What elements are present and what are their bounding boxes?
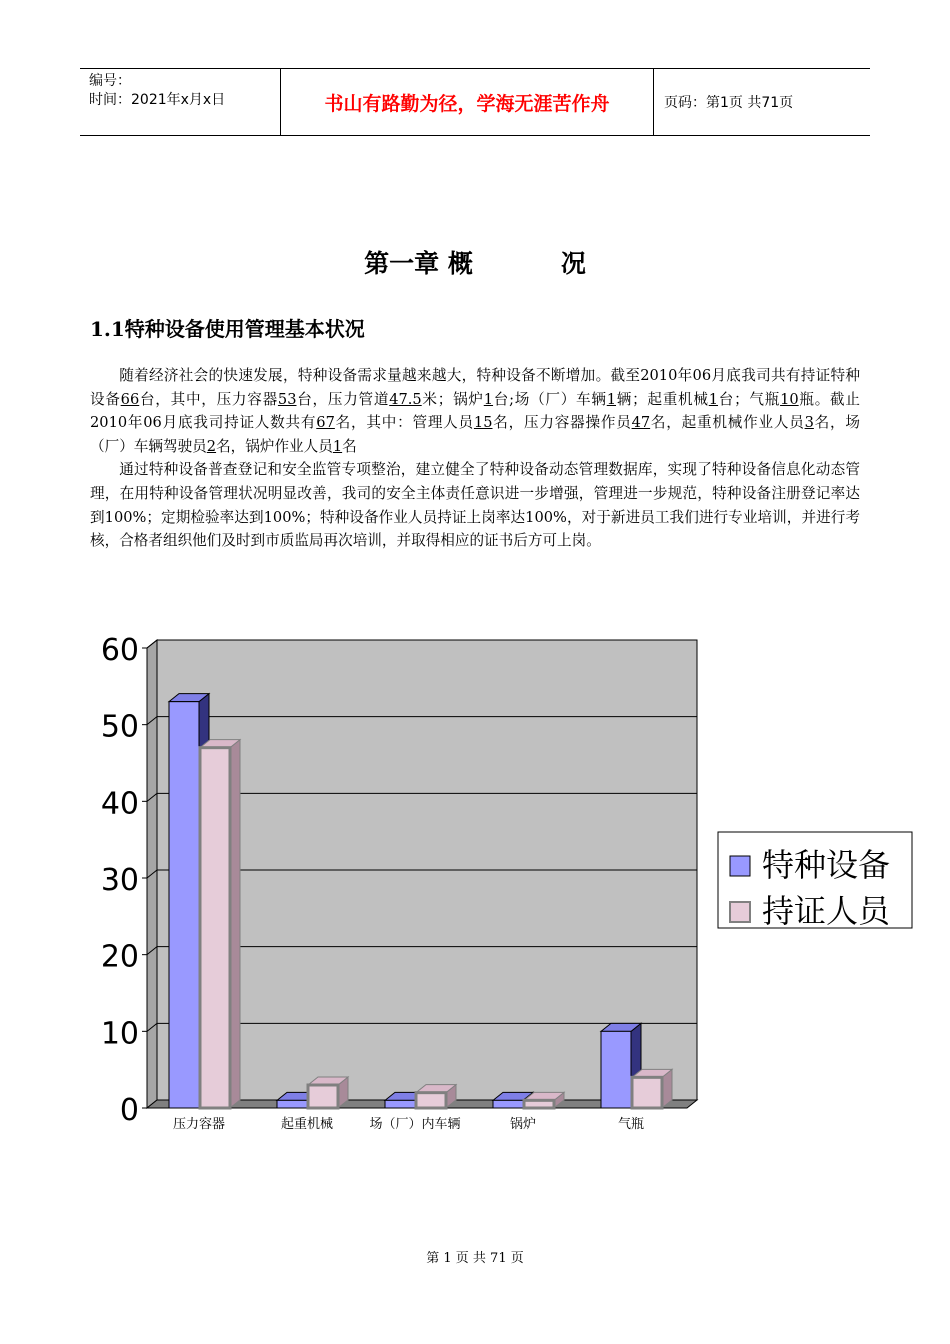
- chapter-title-part2: 况: [560, 249, 586, 278]
- x-tick-label: 气瓶: [617, 1117, 645, 1132]
- body-text: [90, 364, 860, 553]
- legend-label: 特种设备: [762, 846, 891, 884]
- bar: [385, 1100, 415, 1108]
- y-tick-label: 20: [100, 939, 139, 975]
- section-title: 1.1特种设备使用管理基本状况: [90, 317, 365, 341]
- y-tick-label: 50: [100, 709, 139, 745]
- page-footer: 第 1 页 共 71 页: [426, 1251, 524, 1266]
- chapter-title-part1: 第一章 概: [364, 249, 473, 278]
- y-tick-label: 30: [100, 863, 139, 898]
- y-tick-label: 60: [100, 633, 139, 668]
- header-meta: [80, 69, 281, 135]
- legend-swatch: [730, 902, 750, 922]
- bar: [416, 1093, 446, 1108]
- x-tick-label: 压力容器: [172, 1117, 226, 1132]
- bar: [200, 748, 230, 1108]
- header-motto: 书山有路勤为径，学海无涯苦作舟: [281, 69, 654, 135]
- bar: [632, 1077, 662, 1108]
- y-tick-label: 0: [119, 1093, 139, 1128]
- bar: [169, 702, 199, 1108]
- header-date: 时间：2021年x月x日: [89, 92, 226, 108]
- bar-chart: [0, 600, 950, 1145]
- header-page: 页码：第1页 共71页: [664, 95, 794, 111]
- y-tick-label: 40: [100, 786, 139, 822]
- paragraph-1: 随着经济社会的快速发展，特种设备需求量越来越大，特种设备不断增加。截至2010年06月底我司共有持证特种设备66台，其中，压力容器53台，压力管道47.5米；锅炉1台;场（厂）车辆1辆；起重机械1台；气瓶10瓶。截止2010年06月底我司持证人数共有67名，其中：管理人员15名，压力容器操作员47名，起重机械作业人员3名，场（厂）车辆驾驶员2名，锅炉作业人员1名: [90, 367, 860, 455]
- y-tick-label: 10: [100, 1016, 139, 1052]
- legend-label: 持证人员: [762, 892, 891, 930]
- x-tick-label: 场（厂）内车辆: [369, 1117, 461, 1132]
- x-tick-label: 锅炉: [509, 1117, 537, 1132]
- paragraph-2: 通过特种设备普查登记和安全监管专项整治，建立健全了特种设备动态管理数据库，实现了特种设备信息化动态管理，在用特种设备管理状况明显改善，我司的安全主体责任意识进一步增强，管理进一步规范，特种设备注册登记率达到100%；定期检验率达到100%；特种设备作业人员持证上岗率达100%，对于新进员工我们进行专业培训，并进行考核，合格者组织他们及时到市质监局再次培训，并取得相应的证书后方可上岗。: [90, 461, 860, 550]
- bar: [601, 1031, 631, 1108]
- bar: [277, 1100, 307, 1108]
- legend-swatch: [730, 856, 750, 876]
- chapter-title: [0, 244, 950, 280]
- header-number: 编号：: [89, 73, 131, 89]
- x-tick-label: 起重机械: [280, 1117, 334, 1132]
- bar: [308, 1085, 338, 1108]
- bar: [524, 1100, 554, 1108]
- bar: [493, 1100, 523, 1108]
- header-table: [80, 68, 870, 136]
